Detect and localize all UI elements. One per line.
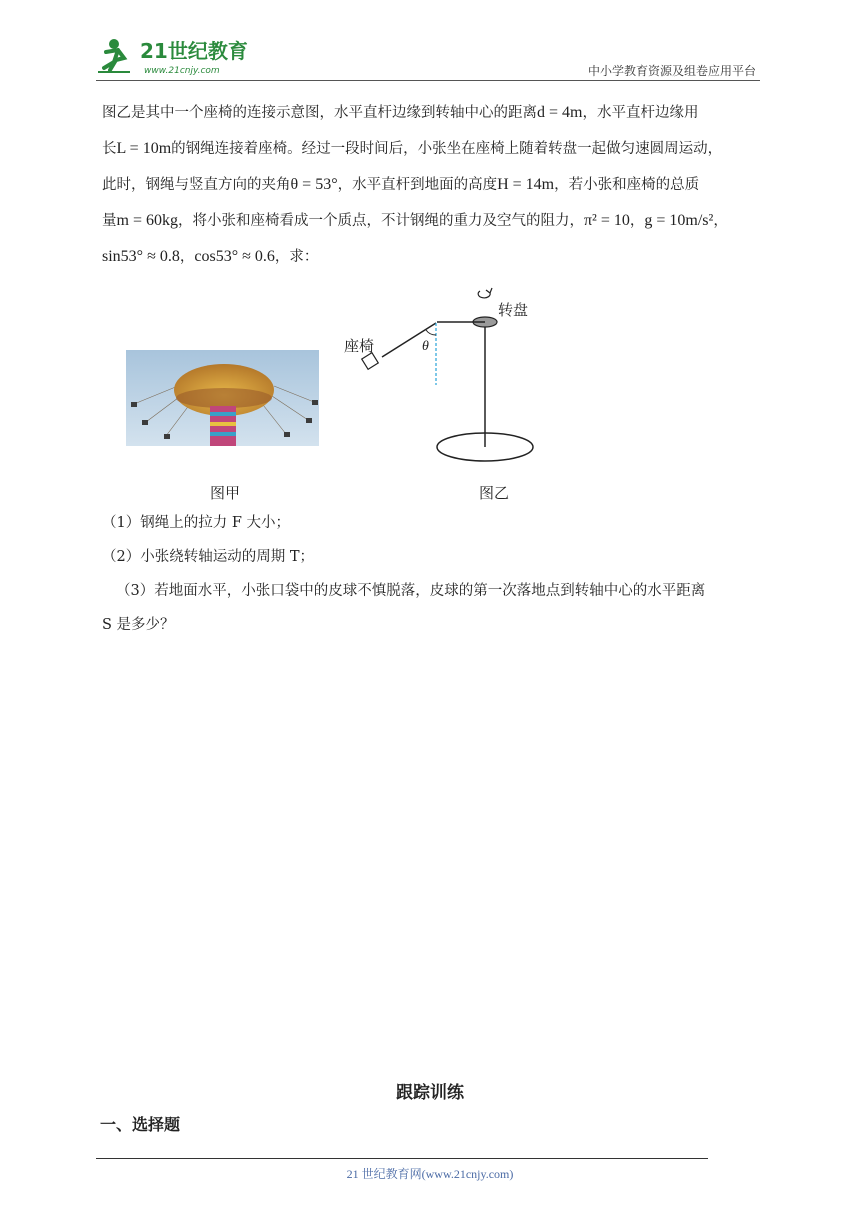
- math-m: m = 60kg: [116, 212, 178, 229]
- theta-label: θ: [422, 339, 429, 354]
- math-pi: π² = 10: [583, 212, 630, 229]
- section-title: 跟踪训练: [396, 1083, 464, 1103]
- math-sin: sin53° ≈ 0.8: [102, 248, 180, 265]
- site-logo: [96, 34, 256, 78]
- seat-label: 座椅: [344, 337, 375, 355]
- logo-url: www.21cnjy.com: [144, 66, 220, 76]
- runner-icon: [98, 39, 130, 72]
- math-cos: cos53° ≈ 0.6: [194, 248, 275, 265]
- swing-schematic-diagram: [340, 285, 560, 475]
- footer-divider: [96, 1158, 708, 1159]
- header-divider: [96, 80, 760, 81]
- question-3: （3）若地面水平，小张口袋中的皮球不慎脱落，皮球的第一次落地点到转轴中心的水平距离 S 是多少？: [102, 583, 706, 633]
- rotation-arrow-icon: [478, 288, 492, 298]
- turntable-label: 转盘: [498, 301, 529, 319]
- footer-link[interactable]: 21 世纪教育网(www.21cnjy.com): [346, 1167, 514, 1181]
- math-theta: θ = 53°: [290, 176, 338, 193]
- logo-brand: 21世纪教育: [140, 39, 248, 63]
- math-L: L = 10m: [116, 140, 172, 157]
- section-subtitle: 一、选择题: [100, 1115, 181, 1134]
- math-d: d = 4m: [537, 104, 583, 121]
- question-1: （1）钢绳上的拉力 F 大小；: [102, 515, 291, 531]
- seat-box: [362, 353, 379, 370]
- math-g: g = 10m/s²: [644, 212, 714, 229]
- math-H: H = 14m: [497, 176, 555, 193]
- angle-arc: [426, 330, 436, 335]
- caption-figure-a: 图甲: [210, 484, 241, 502]
- swing-ride-photo: [126, 350, 319, 446]
- caption-figure-b: 图乙: [479, 484, 510, 502]
- problem-statement: 图乙是其中一个座椅的连接示意图，水平直杆边缘到转轴中心的距离d = 4m，水平直杆边缘用 长L = 10m的钢绳连接着座椅。经过一段时间后，小张坐在座椅上随着转盘一起做匀速圆周运动， 此时，钢绳与竖直方向的夹角θ = 53°，水平直杆到地面的高度H = 14m，若小张和座椅的总质 量m = 60kg，将小张和座椅看成一个质点，不计钢绳的重力及空气的阻力，π² = 10，g = 10m/s²， sin53° ≈ 0.8，cos53° ≈ 0.6，求：: [102, 104, 728, 265]
- question-2: （2）小张绕转轴运动的周期 T；: [102, 549, 315, 565]
- header-tagline: 中小学教育资源及组卷应用平台: [587, 64, 756, 78]
